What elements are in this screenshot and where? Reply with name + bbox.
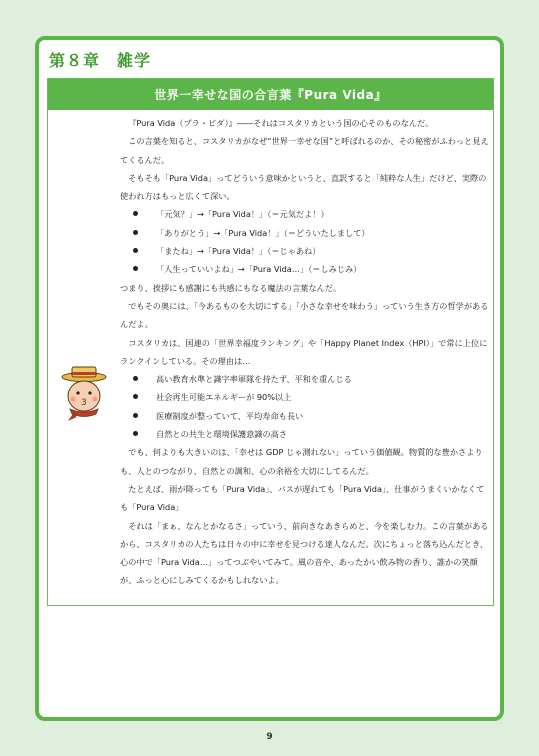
list-item: 「元気？」→「Pura Vida！」（＝元気だよ！）: [120, 205, 490, 223]
paragraph: たとえば、雨が降っても「Pura Vida」、バスが遅れても「Pura Vida」、仕事がうまくいかなくても「Pura Vida」: [120, 483, 485, 513]
list-item: 「またね」→「Pura Vida！」（＝じゃあね）: [120, 242, 490, 260]
list-item: 「人生っていいよね」→「Pura Vida…」（＝しみじみ）: [120, 260, 490, 278]
list-item: 自然との共生と環境保護意識の高さ: [120, 425, 490, 443]
list-item: 高い教育水準と識字率軍隊を持たず、平和を重んじる: [120, 370, 490, 388]
section-banner: 世界一幸せな国の合言葉『Pura Vida』: [48, 79, 493, 110]
paragraph: そもそも「Pura Vida」ってどういう意味かというと、直訳すると「純粋な人生」だけど、実際の使われ方はもっと広くて深い。: [120, 172, 487, 202]
reasons-list: [120, 370, 490, 443]
paragraph: コスタリカは、国連の「世界幸福度ランキング」や「Happy Planet Index（HPI）」で常に上位にランクインしている。その理由は…: [120, 337, 488, 366]
page-number: 9: [266, 732, 273, 742]
chapter-title: 第８章 雑学: [49, 51, 152, 70]
paragraph: でもその奥には、「今あるものを大切にする」「小さな幸せを味わう」っていう生き方の哲学があるんだよ。: [120, 300, 489, 330]
usage-list: [120, 205, 490, 278]
svg-text:3: 3: [81, 398, 87, 408]
list-item: 社会再生可能エネルギーが 90%以上: [120, 388, 490, 406]
article-body: [120, 114, 490, 590]
mascot-illustration: [58, 365, 110, 421]
paragraph: この言葉を知ると、コスタリカがなぜ“世界一幸せな国”と呼ばれるのか、その秘密がふわっと見えてくるんだ。: [120, 136, 489, 165]
content-box: [47, 78, 494, 606]
list-item: 「ありがとう」→「Pura Vida！」（＝どういたしまして）: [120, 224, 490, 242]
paragraph-intro: 『Pura Vida（プラ・ビダ）』――それはコスタリカという国の心そのものなんだ。: [128, 118, 434, 128]
list-item: 医療制度が整っていて、平均寿命も長い: [120, 407, 490, 425]
paragraph: それは「まぁ、なんとかなるさ」っていう、前向きなあきらめと、今を楽しむ力。この言葉があるから、コスタリカの人たちは日々の中に幸せを見つける達人なんだ。次にちょっと落ち込んだとき、心の中で「Pura Vida…」ってつぶやいてみて。風の音や、あったかい飲み物の香り、誰かの笑顔が、ふっと心にしみてくるかもしれないよ。: [120, 520, 489, 586]
paragraph: でも、何よりも大きいのは、「幸せは GDP じゃ測れない」っていう価値観。物質的な豊かさよりも、人とのつながり、自然との調和、心の余裕を大切にしてるんだ。: [120, 447, 483, 476]
page: [35, 36, 504, 721]
paragraph: つまり、挨拶にも感謝にも共感にもなる魔法の言葉なんだ。: [120, 282, 342, 293]
